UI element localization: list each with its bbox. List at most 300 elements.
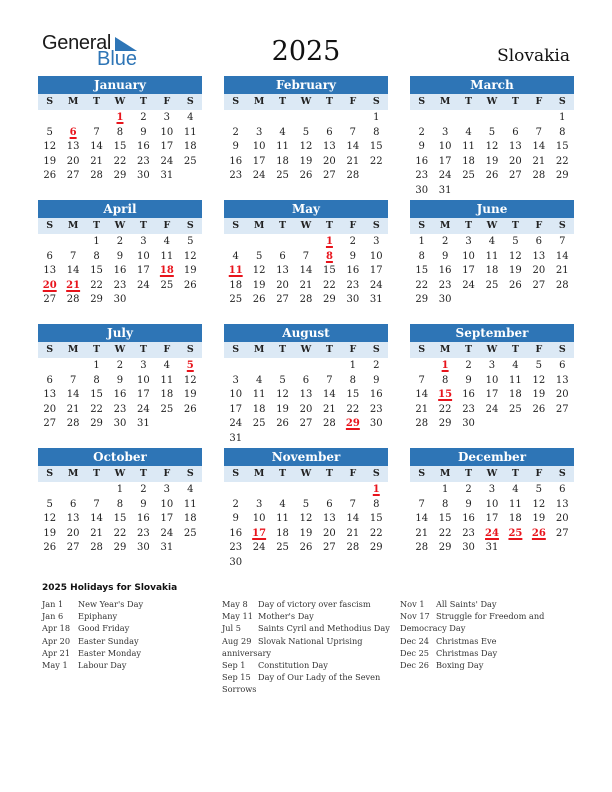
day: 28 xyxy=(90,170,103,182)
day: 9 xyxy=(116,250,124,262)
day: 25 xyxy=(462,170,475,182)
day: 30 xyxy=(438,294,452,306)
day: 20 xyxy=(323,527,336,539)
day: 26 xyxy=(43,542,57,554)
empty-day xyxy=(294,359,317,374)
month-march xyxy=(410,76,574,199)
empty-day xyxy=(318,483,341,498)
empty-day xyxy=(247,359,270,374)
weekday-label: W xyxy=(114,344,126,355)
day: 13 xyxy=(555,374,569,386)
weekday-label: S xyxy=(46,344,54,355)
day: 20 xyxy=(276,279,289,291)
day: 23 xyxy=(462,403,475,415)
weekday-label: T xyxy=(325,220,333,231)
day: 19 xyxy=(299,155,313,167)
day: 22 xyxy=(415,279,429,291)
day: 11 xyxy=(160,374,174,386)
empty-day xyxy=(224,235,247,250)
month-header: March xyxy=(410,76,574,94)
day: 28 xyxy=(90,542,103,554)
day: 19 xyxy=(183,389,197,401)
day: 22 xyxy=(369,155,383,167)
holiday-day: 1 xyxy=(325,236,333,247)
day: 14 xyxy=(323,389,336,401)
day: 6 xyxy=(69,498,77,510)
holiday-date: Apr 20 xyxy=(42,635,71,646)
empty-day xyxy=(341,111,364,126)
day: 13 xyxy=(66,141,80,153)
weekday-row xyxy=(38,94,202,110)
day: 24 xyxy=(485,403,499,415)
day: 29 xyxy=(438,542,452,554)
day: 9 xyxy=(140,126,147,138)
weekday-label: W xyxy=(486,220,498,231)
weekday-label: T xyxy=(325,344,333,355)
day: 10 xyxy=(369,250,383,262)
logo-text-blue: Blue xyxy=(97,48,138,70)
weekday-row xyxy=(224,94,388,110)
empty-day xyxy=(294,235,317,250)
day: 24 xyxy=(160,527,174,539)
day: 14 xyxy=(90,141,103,153)
day: 1 xyxy=(349,360,357,371)
day: 17 xyxy=(438,155,452,167)
day: 15 xyxy=(90,389,103,401)
day: 18 xyxy=(183,141,197,153)
day: 23 xyxy=(229,170,243,182)
weekday-label: S xyxy=(418,344,426,355)
weekday-label: F xyxy=(349,468,357,479)
day: 9 xyxy=(418,141,425,153)
weekday-label: S xyxy=(558,220,566,231)
day: 2 xyxy=(441,236,449,247)
holiday-day: 5 xyxy=(186,360,194,371)
day: 16 xyxy=(346,265,360,277)
days-grid xyxy=(224,234,388,308)
day: 27 xyxy=(43,294,57,306)
day: 23 xyxy=(369,403,383,415)
weekday-label: T xyxy=(139,220,147,231)
day: 7 xyxy=(93,498,100,510)
day: 11 xyxy=(183,126,197,138)
day: 11 xyxy=(509,374,522,386)
day: 8 xyxy=(116,498,124,510)
day: 31 xyxy=(160,170,174,182)
day: 16 xyxy=(462,389,475,401)
day: 3 xyxy=(232,374,239,386)
weekday-label: M xyxy=(439,344,451,355)
day: 2 xyxy=(418,126,425,138)
day: 1 xyxy=(441,484,449,495)
day: 7 xyxy=(418,498,425,510)
month-december xyxy=(410,448,574,556)
day: 6 xyxy=(326,498,333,510)
day: 16 xyxy=(113,389,127,401)
holidays-title: 2025 Holidays for Slovakia xyxy=(42,583,178,593)
day: 19 xyxy=(252,279,266,291)
day: 19 xyxy=(485,155,499,167)
day: 26 xyxy=(299,542,313,554)
day: 24 xyxy=(160,155,174,167)
holiday-name: Slovak National Uprising anniversary xyxy=(222,635,363,658)
day: 28 xyxy=(66,294,80,306)
weekday-label: F xyxy=(163,96,171,107)
holiday-day: 24 xyxy=(485,527,499,539)
weekday-label: S xyxy=(232,220,240,231)
holiday-date: Apr 18 xyxy=(42,623,71,634)
weekday-label: T xyxy=(511,344,519,355)
weekday-label: T xyxy=(325,468,333,479)
day: 12 xyxy=(183,250,197,262)
holiday-name: Christmas Day xyxy=(436,647,498,658)
day: 8 xyxy=(349,374,357,386)
weekday-label: S xyxy=(232,344,240,355)
day: 5 xyxy=(46,126,53,138)
day: 15 xyxy=(415,265,429,277)
day: 16 xyxy=(415,155,429,167)
day: 26 xyxy=(485,170,499,182)
day: 23 xyxy=(346,279,360,291)
day: 29 xyxy=(555,170,569,182)
day: 23 xyxy=(229,542,243,554)
day: 27 xyxy=(555,403,569,415)
day: 1 xyxy=(93,236,100,247)
day: 31 xyxy=(438,184,452,196)
holiday-name: Day of victory over fascism xyxy=(258,599,371,609)
day: 17 xyxy=(137,265,150,277)
day: 26 xyxy=(299,170,313,182)
day: 10 xyxy=(485,498,499,510)
empty-day xyxy=(85,111,108,126)
month-october xyxy=(38,448,202,556)
days-grid xyxy=(224,482,388,571)
days-grid xyxy=(410,234,574,308)
holiday-item xyxy=(222,598,397,610)
day: 19 xyxy=(532,513,546,525)
day: 6 xyxy=(535,236,543,247)
day: 16 xyxy=(229,155,243,167)
day: 28 xyxy=(555,279,569,291)
day: 9 xyxy=(116,374,124,386)
day: 26 xyxy=(183,279,197,291)
holiday-date: Aug 29 xyxy=(222,635,252,646)
empty-day xyxy=(224,111,247,126)
day: 3 xyxy=(255,126,263,138)
weekday-label: F xyxy=(535,344,543,355)
empty-day xyxy=(410,483,433,498)
weekday-row xyxy=(410,94,574,110)
holiday-day: 26 xyxy=(531,527,546,539)
day: 29 xyxy=(90,294,103,306)
holiday-date: Sep 1 xyxy=(222,660,246,671)
day: 15 xyxy=(346,389,360,401)
day: 21 xyxy=(532,155,546,167)
day: 15 xyxy=(90,265,103,277)
weekday-label: F xyxy=(163,220,171,231)
month-header: November xyxy=(224,448,388,466)
month-november xyxy=(224,448,388,571)
day: 2 xyxy=(373,360,380,371)
holiday-item xyxy=(222,671,397,695)
day: 9 xyxy=(373,374,380,386)
day: 5 xyxy=(302,126,310,138)
day: 2 xyxy=(140,112,147,123)
day: 23 xyxy=(137,527,150,539)
holiday-item xyxy=(400,610,575,634)
day: 22 xyxy=(90,403,103,415)
day: 8 xyxy=(373,498,380,510)
day: 24 xyxy=(137,403,150,415)
day: 11 xyxy=(252,389,266,401)
day: 7 xyxy=(349,498,357,510)
empty-day xyxy=(271,111,294,126)
day: 25 xyxy=(276,170,289,182)
day: 4 xyxy=(488,236,496,247)
weekday-label: W xyxy=(486,96,498,107)
holiday-day: 15 xyxy=(438,389,453,401)
day: 11 xyxy=(462,141,475,153)
holiday-name: New Year's Day xyxy=(78,599,144,609)
holiday-date: Jan 1 xyxy=(42,599,64,609)
day: 21 xyxy=(66,403,80,415)
day: 22 xyxy=(438,403,452,415)
month-header: January xyxy=(38,76,202,94)
weekday-label: S xyxy=(46,468,54,479)
holiday-name: Labour Day xyxy=(78,660,127,671)
day: 25 xyxy=(509,403,522,415)
day: 20 xyxy=(66,527,80,539)
day: 20 xyxy=(555,389,569,401)
weekday-label: T xyxy=(465,468,473,479)
weekday-label: S xyxy=(418,468,426,479)
day: 14 xyxy=(346,513,360,525)
day: 17 xyxy=(160,513,174,525)
holiday-item xyxy=(42,598,217,610)
day: 18 xyxy=(252,403,266,415)
day: 23 xyxy=(462,527,475,539)
day: 8 xyxy=(418,250,425,262)
day: 25 xyxy=(252,418,266,430)
day: 23 xyxy=(137,155,150,167)
weekday-label: S xyxy=(558,344,566,355)
day: 21 xyxy=(323,403,336,415)
day: 12 xyxy=(183,374,197,386)
weekday-label: M xyxy=(67,96,79,107)
day: 28 xyxy=(532,170,546,182)
day: 4 xyxy=(279,498,286,510)
day: 28 xyxy=(299,294,313,306)
weekday-row xyxy=(224,342,388,358)
day: 15 xyxy=(113,513,127,525)
holiday-day: 29 xyxy=(345,418,360,430)
day: 12 xyxy=(485,141,499,153)
day: 27 xyxy=(323,170,336,182)
holiday-day: 1 xyxy=(441,360,449,371)
days-grid xyxy=(410,358,574,432)
weekday-label: M xyxy=(439,96,451,107)
holiday-item xyxy=(222,622,397,634)
day: 13 xyxy=(555,498,569,510)
day: 24 xyxy=(438,170,452,182)
day: 10 xyxy=(137,374,150,386)
day: 22 xyxy=(438,527,452,539)
day: 27 xyxy=(43,418,57,430)
day: 17 xyxy=(369,265,383,277)
day: 11 xyxy=(276,141,289,153)
weekday-label: S xyxy=(558,96,566,107)
day: 25 xyxy=(229,294,243,306)
empty-day xyxy=(247,111,270,126)
day: 3 xyxy=(163,112,171,123)
day: 10 xyxy=(252,513,266,525)
weekday-row xyxy=(38,342,202,358)
holiday-date: Apr 21 xyxy=(42,647,71,658)
day: 27 xyxy=(555,527,569,539)
day: 14 xyxy=(299,265,313,277)
holiday-date: May 11 xyxy=(222,611,253,622)
day: 20 xyxy=(299,403,313,415)
day: 4 xyxy=(465,126,472,138)
weekday-label: F xyxy=(535,96,543,107)
days-grid xyxy=(38,110,202,184)
weekday-label: S xyxy=(418,220,426,231)
month-may xyxy=(224,200,388,308)
day: 31 xyxy=(160,542,174,554)
day: 4 xyxy=(163,236,171,247)
day: 18 xyxy=(276,155,289,167)
day: 31 xyxy=(369,294,383,306)
day: 14 xyxy=(415,513,429,525)
day: 5 xyxy=(279,374,286,386)
day: 11 xyxy=(509,498,522,510)
weekday-label: S xyxy=(232,468,240,479)
day: 5 xyxy=(46,498,53,510)
day: 21 xyxy=(555,265,569,277)
weekday-label: F xyxy=(163,468,171,479)
day: 5 xyxy=(512,236,519,247)
day: 26 xyxy=(183,403,197,415)
weekday-label: F xyxy=(349,220,357,231)
days-grid xyxy=(410,482,574,556)
day: 23 xyxy=(415,170,429,182)
day: 16 xyxy=(137,141,150,153)
month-header: August xyxy=(224,324,388,342)
day: 26 xyxy=(43,170,57,182)
day: 9 xyxy=(140,498,147,510)
day: 11 xyxy=(485,250,499,262)
weekday-label: S xyxy=(372,344,380,355)
day: 25 xyxy=(183,527,197,539)
day: 5 xyxy=(302,498,310,510)
empty-day xyxy=(61,111,84,126)
day: 11 xyxy=(160,250,174,262)
day: 30 xyxy=(462,418,475,430)
day: 4 xyxy=(187,484,194,495)
day: 17 xyxy=(229,403,243,415)
day: 11 xyxy=(276,513,289,525)
day: 10 xyxy=(252,141,266,153)
day: 12 xyxy=(43,141,57,153)
weekday-label: M xyxy=(439,468,451,479)
holiday-date: Dec 24 xyxy=(400,635,430,646)
day: 9 xyxy=(232,141,239,153)
day: 19 xyxy=(299,527,313,539)
weekday-label: T xyxy=(511,96,519,107)
day: 12 xyxy=(299,513,313,525)
day: 28 xyxy=(415,418,429,430)
holiday-day: 1 xyxy=(116,112,124,123)
empty-day xyxy=(480,111,503,126)
day: 20 xyxy=(66,155,80,167)
day: 21 xyxy=(415,403,429,415)
day: 14 xyxy=(66,389,80,401)
holiday-day: 17 xyxy=(252,527,267,539)
day: 10 xyxy=(485,374,499,386)
day: 8 xyxy=(441,498,449,510)
weekday-label: W xyxy=(486,468,498,479)
day: 31 xyxy=(229,432,243,444)
day: 2 xyxy=(465,360,472,371)
day: 16 xyxy=(113,265,127,277)
day: 13 xyxy=(43,389,57,401)
day: 4 xyxy=(512,360,519,371)
day: 20 xyxy=(509,155,522,167)
empty-day xyxy=(433,111,456,126)
day: 3 xyxy=(163,484,171,495)
empty-day xyxy=(527,111,550,126)
day: 18 xyxy=(462,155,475,167)
holiday-item xyxy=(42,647,217,659)
weekday-label: T xyxy=(511,468,519,479)
weekday-label: T xyxy=(139,468,147,479)
empty-day xyxy=(294,111,317,126)
holiday-item xyxy=(400,635,575,647)
weekday-label: F xyxy=(535,220,543,231)
weekday-label: S xyxy=(186,96,194,107)
day: 8 xyxy=(441,374,449,386)
day: 29 xyxy=(113,542,127,554)
weekday-label: T xyxy=(279,344,287,355)
weekday-label: T xyxy=(279,96,287,107)
day: 24 xyxy=(252,542,266,554)
weekday-row xyxy=(224,218,388,234)
day: 27 xyxy=(532,279,546,291)
holiday-name: Day of Our Lady of the Seven Sorrows xyxy=(222,672,381,695)
day: 18 xyxy=(276,527,289,539)
day: 6 xyxy=(279,250,286,262)
month-april xyxy=(38,200,202,308)
day: 19 xyxy=(509,265,522,277)
weekday-label: T xyxy=(465,220,473,231)
holiday-name: Easter Sunday xyxy=(78,635,139,646)
day: 6 xyxy=(559,360,566,371)
day: 16 xyxy=(462,513,475,525)
holiday-name: Easter Monday xyxy=(78,647,142,658)
day: 22 xyxy=(113,155,127,167)
empty-day xyxy=(247,483,270,498)
day: 1 xyxy=(116,484,124,495)
weekday-label: M xyxy=(253,344,265,355)
holiday-date: Jul 5 xyxy=(222,623,241,634)
day: 14 xyxy=(532,141,546,153)
holiday-date: Jan 6 xyxy=(42,611,64,622)
holiday-item xyxy=(42,610,217,622)
weekday-label: S xyxy=(46,96,54,107)
day: 19 xyxy=(532,389,546,401)
weekday-label: S xyxy=(46,220,54,231)
holiday-item xyxy=(42,622,217,634)
